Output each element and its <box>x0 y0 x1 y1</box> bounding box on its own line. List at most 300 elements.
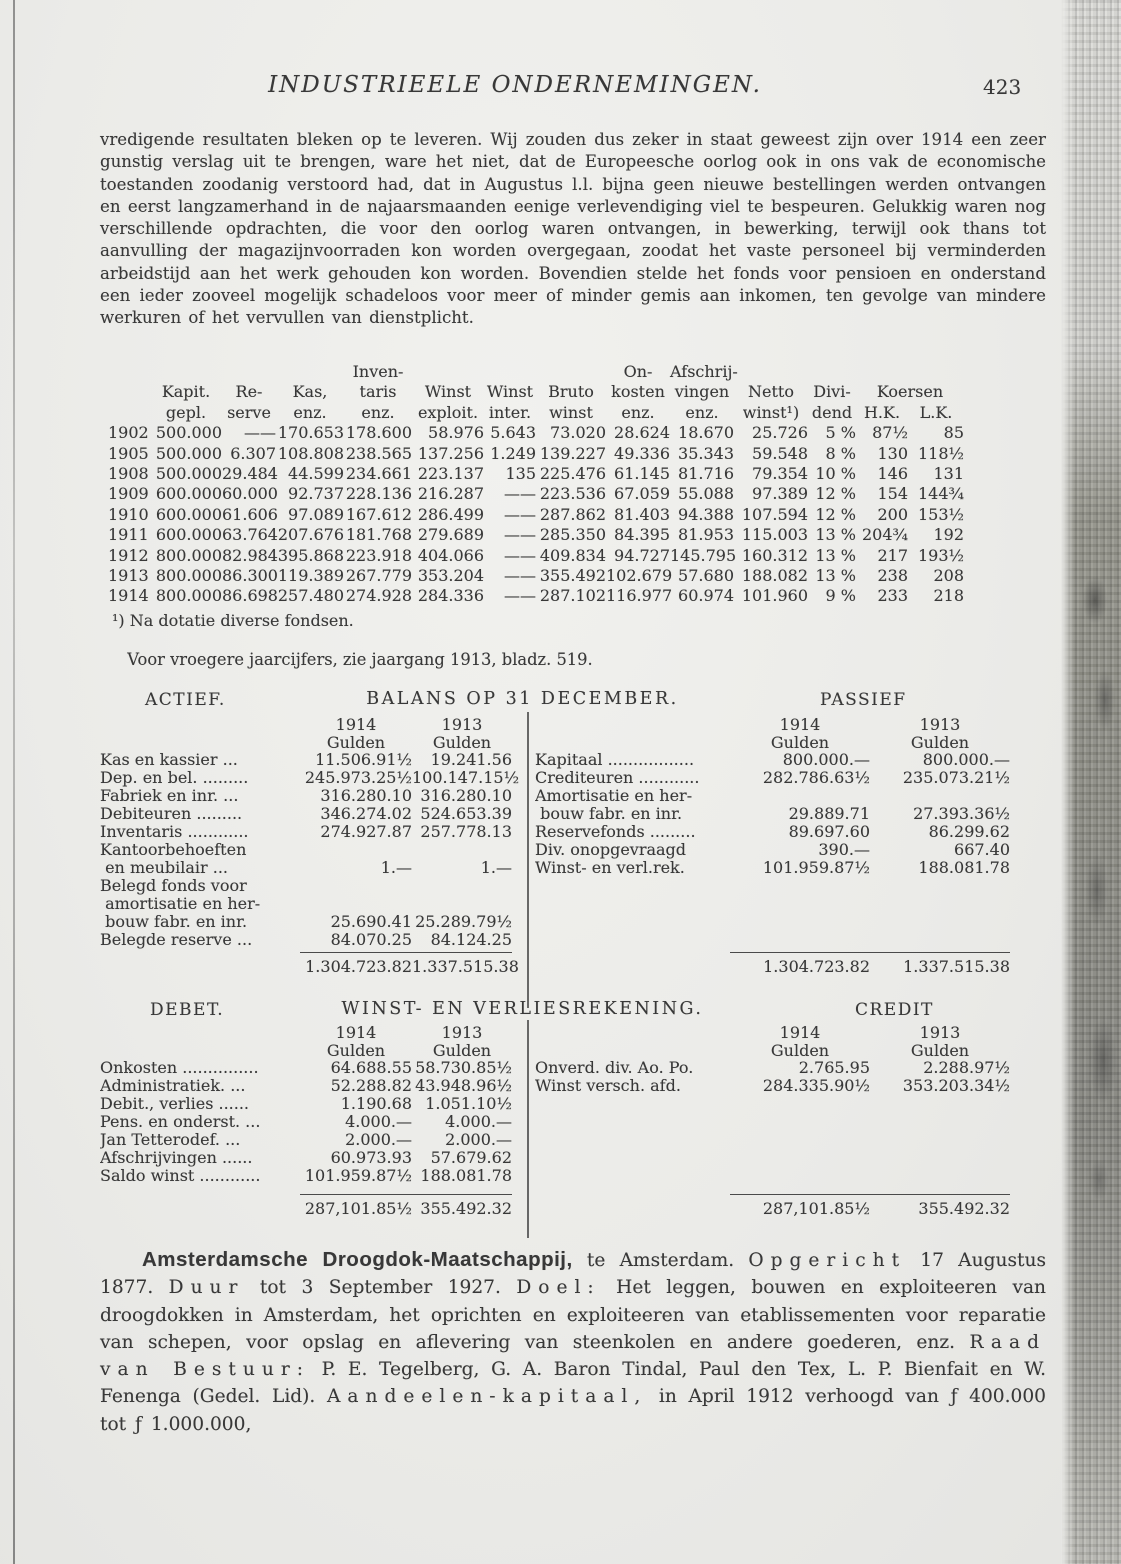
amount-1913: 84.124.25 <box>430 930 512 949</box>
cell: 28.624 <box>614 423 670 443</box>
year-col-1914: 1914 <box>335 1023 377 1042</box>
amount-1913: 25.289.79½ <box>415 912 512 931</box>
amount-1913: 316.280.10 <box>420 786 512 805</box>
passief-rows <box>535 751 1010 877</box>
cell: —— <box>244 423 276 443</box>
amount-1914: 2.765.95 <box>798 1058 870 1077</box>
account-label: Kas en kassier ... <box>100 751 238 769</box>
amount-1914: 89.697.60 <box>788 822 870 841</box>
amount-1914: 346.274.02 <box>320 804 412 823</box>
cell-year: 1910 <box>108 504 149 524</box>
account-label: Debit., verlies ...... <box>100 1095 250 1113</box>
account-label: Kantoorbehoeften <box>100 841 247 859</box>
account-label: Administratiek. ... <box>100 1077 246 1095</box>
amount-1914 <box>730 787 870 805</box>
cell: 500.000 <box>155 423 222 443</box>
unit-label: Gulden <box>326 732 386 752</box>
cell: 257.480 <box>277 586 344 606</box>
label-raad-van-bestuur: Raad van Bestuur: <box>100 1331 1046 1381</box>
table-row <box>104 586 964 606</box>
cell: 49.336 <box>614 443 670 463</box>
label-aandeelenkapitaal: Aandeelen-kapitaal, <box>326 1386 648 1408</box>
year-table-header <box>104 362 964 423</box>
col-header: On- <box>623 362 653 381</box>
amount-1913: 2.000.— <box>445 1130 512 1149</box>
amount-1913: 257.778.13 <box>420 822 512 841</box>
col-header: Kas, <box>292 382 328 402</box>
credit-total-row <box>535 1194 1010 1218</box>
cell: 1.249 <box>490 443 536 463</box>
balance-row <box>100 823 512 841</box>
cell-dividend: 13 % <box>815 525 856 545</box>
cell: 44.599 <box>288 464 344 484</box>
spacer <box>535 1194 730 1218</box>
year-header-row <box>100 1024 512 1042</box>
year-col-1913: 1913 <box>919 715 961 734</box>
account-label: Belegde reserve ... <box>100 931 253 949</box>
cell-koers-hk: 238 <box>877 566 908 586</box>
cell: 409.834 <box>539 545 606 565</box>
col-header: Inven- <box>352 362 404 381</box>
unit-label: Gulden <box>432 1040 492 1060</box>
amount-1913: 27.393.36½ <box>913 804 1010 823</box>
amount-1914: 60.973.93 <box>330 1148 412 1167</box>
total-1913: 1.337.515.38 <box>870 952 1010 976</box>
pl-row <box>100 1149 512 1167</box>
cell-koers-lk: 218 <box>933 586 964 606</box>
cell-dividend: 13 % <box>815 545 856 565</box>
cell: 600.000 <box>155 504 222 524</box>
amount-1913: 19.241.56 <box>430 750 512 769</box>
account-label: Onverd. div. Ao. Po. <box>535 1059 694 1077</box>
cell: 86.698 <box>222 586 278 606</box>
amount-1913: 188.081.78 <box>420 1166 512 1185</box>
amount-1914: 2.000.— <box>345 1130 412 1149</box>
table-row <box>104 444 964 464</box>
cell: 238.565 <box>345 443 412 463</box>
cell-koers-hk: 146 <box>877 464 908 484</box>
account-label: Pens. en onderst. ... <box>100 1113 261 1131</box>
header-row-3 <box>104 403 964 423</box>
cell-koers-hk: 217 <box>877 545 908 565</box>
amount-1914: 64.688.55 <box>330 1058 412 1077</box>
wv-debet-block <box>100 1024 512 1185</box>
cell: —— <box>504 545 536 565</box>
credit-rows <box>535 1059 1010 1095</box>
cell-koers-lk: 153½ <box>917 504 964 524</box>
company-city: te Amsterdam. <box>572 1250 749 1271</box>
amount-1913: 353.203.34½ <box>902 1076 1010 1095</box>
balance-row <box>100 841 512 859</box>
cell-koers-lk: 131 <box>933 464 964 484</box>
cell: 274.928 <box>345 586 412 606</box>
total-1914: 1.304.723.82 <box>300 952 412 976</box>
balance-row <box>100 913 512 931</box>
cell: 223.918 <box>345 545 412 565</box>
cell: 67.059 <box>614 484 670 504</box>
balance-row <box>535 823 1010 841</box>
balance-row <box>100 805 512 823</box>
cell: 216.287 <box>417 484 484 504</box>
account-label: Div. onopgevraagd <box>535 841 687 859</box>
unit-label: Gulden <box>326 1040 386 1060</box>
unit-label: Gulden <box>770 732 830 752</box>
board-members: P. E. Tegelberg, G. A. Baron Tindal, Paul den Tex, L. P. Bienfait en W. Fenenga (Gedel. Lid). <box>100 1359 1046 1408</box>
account-label: Jan Tetterodef. ... <box>100 1131 241 1149</box>
capital-text: in April 1912 verhoogd van ƒ 400.000 tot ƒ 1.000.000, <box>100 1386 1047 1435</box>
cell: —— <box>504 586 536 606</box>
cell: 170.653 <box>277 423 344 443</box>
balance-row <box>535 769 1010 787</box>
year-header-row <box>535 716 1010 734</box>
cell: 55.088 <box>678 484 734 504</box>
duration-text: tot 3 September 1927. <box>244 1277 517 1299</box>
cell: —— <box>504 504 536 524</box>
cell: 353.204 <box>417 566 484 586</box>
balance-row <box>535 805 1010 823</box>
cell: 115.003 <box>741 525 808 545</box>
col-header: Winst <box>486 382 534 402</box>
amount-1914: 52.288.82 <box>330 1076 412 1095</box>
cell: 63.764 <box>222 525 278 545</box>
amount-1914 <box>300 877 412 895</box>
amount-1914: 1.190.68 <box>340 1094 412 1113</box>
cell: 60.974 <box>678 586 734 606</box>
amount-1914: 11.506.91½ <box>315 750 412 769</box>
balance-row <box>535 841 1010 859</box>
balans-column-divider <box>527 712 529 1008</box>
table-row <box>104 566 964 586</box>
balans-title: BALANS OP 31 DECEMBER. <box>366 689 679 709</box>
cell: 94.388 <box>678 504 734 524</box>
account-label: Kapitaal ................. <box>535 751 695 769</box>
cell: 600.000 <box>155 525 222 545</box>
cell-dividend: 10 % <box>815 464 856 484</box>
account-label: Debiteuren ......... <box>100 805 243 823</box>
cell: 167.612 <box>345 504 412 524</box>
year-col-1914: 1914 <box>335 715 377 734</box>
table-row <box>104 484 964 504</box>
cell: 97.389 <box>752 484 808 504</box>
account-label: amortisatie en her- <box>100 895 261 913</box>
account-label: Afschrijvingen ...... <box>100 1149 253 1167</box>
col-header-spacer <box>412 362 606 382</box>
cell: 139.227 <box>539 443 606 463</box>
total-1913: 1.337.515.38 <box>412 952 512 976</box>
cell: 500.000 <box>155 443 222 463</box>
spacer <box>535 1042 730 1060</box>
cell: 500.000 <box>155 464 222 484</box>
amount-1913: 57.679.62 <box>430 1148 512 1167</box>
cell-dividend: 9 % <box>825 586 856 606</box>
amount-1913: 4.000.— <box>445 1112 512 1131</box>
cell-year: 1913 <box>108 566 149 586</box>
col-header: exploit. <box>417 402 479 422</box>
debet-rows <box>100 1059 512 1185</box>
spacer <box>100 1194 300 1218</box>
header-row-2 <box>104 382 964 402</box>
cell: 286.499 <box>417 504 484 524</box>
amount-1914: 101.959.87½ <box>304 1166 412 1185</box>
col-header: enz. <box>621 402 655 422</box>
cell-dividend: 12 % <box>815 504 856 524</box>
credit-heading: CREDIT <box>855 1000 934 1020</box>
total-1914: 1.304.723.82 <box>730 952 870 976</box>
amount-1913: 86.299.62 <box>928 822 1010 841</box>
cell: 86.300 <box>222 566 278 586</box>
balance-row <box>100 768 520 787</box>
table-row <box>104 505 964 525</box>
spacer <box>535 734 730 752</box>
cell: 59.548 <box>752 443 808 463</box>
amount-1913: 524.653.39 <box>420 804 512 823</box>
cell: 81.953 <box>678 525 734 545</box>
amount-1913: 800.000.— <box>922 750 1010 769</box>
year-col-1913: 1913 <box>441 1023 483 1042</box>
cell-koers-hk: 87½ <box>872 423 908 443</box>
account-label: Amortisatie en her- <box>535 787 693 805</box>
cell: 207.676 <box>277 525 344 545</box>
cell-year: 1908 <box>108 464 149 484</box>
col-header-spacer <box>104 403 150 423</box>
cell: 25.726 <box>752 423 808 443</box>
col-header: gepl. <box>165 402 207 422</box>
intro-paragraph: vredigende resultaten bleken op te leveren. Wij zouden dus zeker in staat geweest zijn over 1914 een zeer gunstig verslag uit te brengen, ware het niet, dat de Europeesche oorlog ook in ons vak de economische toestanden zoodanig verstoord had, dat in Augustus l.l. bijna geen nieuwe bestellingen werden ontvangen en eerst langzamerhand in de najaarsmaanden eenige verlevendiging viel te bespeuren. Gelukkig waren nog verschillende opdrachten, die voor den oorlog waren ontvangen, in bewerking, terwijl ook thans tot aanvulling der magazijnvoorraden kon worden overgegaan, zoodat het vaste personeel bij verminderden arbeidstijd aan het werk gehouden kon worden. Bovendien stelde het fonds voor pensioen en onderstand een ieder zooveel mogelijk schadeloos voor meer of minder gemis aan inkomen, ten gevolge van mindere werkuren of het vervullen van dienstplicht. <box>100 130 1046 327</box>
unit-header-row <box>535 1042 1010 1060</box>
col-header: Bruto <box>548 382 594 402</box>
unit-header-row <box>100 734 512 752</box>
cell-koers-hk: 204¾ <box>861 525 908 545</box>
cell: 600.000 <box>155 484 222 504</box>
cell: 61.606 <box>222 504 278 524</box>
col-header: enz. <box>685 402 719 422</box>
cell: 61.145 <box>614 464 670 484</box>
cell: —— <box>504 484 536 504</box>
col-header: Netto <box>748 382 794 402</box>
cell-koers-lk: 118½ <box>917 443 964 463</box>
actief-total-row <box>100 952 519 976</box>
debet-heading: DEBET. <box>150 1000 225 1020</box>
cell: 223.137 <box>417 464 484 484</box>
cell-koers-lk: 144¾ <box>917 484 964 504</box>
amount-1913 <box>412 841 512 859</box>
account-label: Onkosten ............... <box>100 1059 259 1077</box>
col-header: inter. <box>488 402 532 422</box>
cell: 287.862 <box>539 504 606 524</box>
cell: 188.082 <box>741 566 808 586</box>
spacer <box>100 952 300 976</box>
col-header: Re- <box>235 382 263 402</box>
unit-label: Gulden <box>910 1040 970 1060</box>
cell-year: 1905 <box>108 443 149 463</box>
amount-1914 <box>300 841 412 859</box>
actief-rows <box>100 750 520 949</box>
cell: 97.089 <box>288 504 344 524</box>
col-header: Kapit. <box>161 382 211 402</box>
cell: 101.960 <box>741 586 808 606</box>
account-label: bouw fabr. en inr. <box>535 805 683 823</box>
amount-1913: 43.948.96½ <box>415 1076 512 1095</box>
amount-1914: 4.000.— <box>345 1112 412 1131</box>
amount-1914 <box>300 895 412 913</box>
pl-row <box>100 1077 512 1095</box>
amount-1913 <box>412 895 512 913</box>
year-col-1913: 1913 <box>441 715 483 734</box>
year-col-1913: 1913 <box>919 1023 961 1042</box>
total-1914: 287,101.85½ <box>300 1194 412 1218</box>
balance-row <box>100 895 512 913</box>
col-header-koersen: Koersen <box>876 382 944 402</box>
unit-label: Gulden <box>432 732 492 752</box>
page-title: INDUSTRIEELE ONDERNEMINGEN. <box>268 72 762 98</box>
cell: 285.350 <box>539 525 606 545</box>
table-row <box>104 546 964 566</box>
cell: 81.403 <box>614 504 670 524</box>
cell: 228.136 <box>345 484 412 504</box>
col-header: Winst <box>424 382 472 402</box>
actief-heading: ACTIEF. <box>145 690 226 710</box>
amount-1914: 316.280.10 <box>320 786 412 805</box>
col-header-spacer <box>734 362 964 382</box>
spacer <box>100 1024 300 1042</box>
purpose-text: Het leggen, bouwen en exploiteeren van droogdokken in Amsterdam, het oprichten en exploiteeren van etablissementen voor reparatie van schepen, voor opslag en aflevering van steenkolen en andere goederen, enz. <box>100 1277 1047 1353</box>
pl-row <box>100 1059 512 1077</box>
pl-row <box>100 1113 512 1131</box>
cell-dividend: 12 % <box>815 484 856 504</box>
cell: 284.336 <box>417 586 484 606</box>
amount-1914: 1.— <box>380 858 412 877</box>
spacer <box>535 716 730 734</box>
account-label: en meubilair ... <box>100 859 229 877</box>
amount-1913: 100.147.15½ <box>412 768 520 787</box>
cell: 404.066 <box>417 545 484 565</box>
spacer <box>100 716 300 734</box>
cell: 800.000 <box>155 566 222 586</box>
cell: 160.312 <box>741 545 808 565</box>
col-header: serve <box>227 402 271 422</box>
cell-koers-lk: 85 <box>943 423 964 443</box>
amount-1913 <box>870 787 1010 805</box>
cell: 137.256 <box>417 443 484 463</box>
wv-credit-block <box>535 1024 1010 1095</box>
balance-row <box>100 877 512 895</box>
wv-title: WINST- EN VERLIESREKENING. <box>341 999 704 1019</box>
account-label: Inventaris ............ <box>100 823 249 841</box>
amount-1913: 188.081.78 <box>918 858 1010 877</box>
wv-column-divider <box>527 1020 529 1238</box>
cell: 35.343 <box>678 443 734 463</box>
cell: 181.768 <box>345 525 412 545</box>
label-opgericht: Opgericht <box>748 1250 907 1271</box>
cell-dividend: 8 % <box>825 443 856 463</box>
amount-1913: 667.40 <box>954 840 1010 859</box>
cell: 92.737 <box>288 484 344 504</box>
amount-1914: 245.973.25½ <box>304 768 412 787</box>
pl-row <box>535 1077 1010 1095</box>
cell: 107.594 <box>741 504 808 524</box>
amount-1914: 390.— <box>818 840 870 859</box>
total-1913: 355.492.32 <box>870 1194 1010 1218</box>
cell: —— <box>504 566 536 586</box>
pl-row <box>100 1131 512 1149</box>
year-header-row <box>100 716 512 734</box>
cell-koers-lk: 192 <box>933 525 964 545</box>
spacer <box>100 734 300 752</box>
cell: 57.680 <box>678 566 734 586</box>
company-paragraph <box>100 1246 1046 1438</box>
col-header: L.K. <box>919 402 953 422</box>
founding-date: 17 Augustus 1877. <box>100 1250 1046 1299</box>
company-name: Amsterdamsche Droogdok-Maatschappij, <box>142 1248 573 1271</box>
table-row <box>104 525 964 545</box>
cell: 800.000 <box>155 586 222 606</box>
year-table-body <box>104 423 964 607</box>
col-header: Divi- <box>813 382 851 402</box>
cell: 102.679 <box>606 566 673 586</box>
cell-year: 1902 <box>108 423 149 443</box>
unit-header-row <box>100 1042 512 1060</box>
cell: 287.102 <box>539 586 606 606</box>
table-row <box>104 464 964 484</box>
total-1914: 287,101.85½ <box>730 1194 870 1218</box>
cell: 94.727 <box>614 545 670 565</box>
balance-row <box>100 751 512 769</box>
cell: 119.389 <box>277 566 344 586</box>
cell: 355.492 <box>539 566 606 586</box>
col-header: Afschrij- <box>670 362 738 381</box>
account-label: bouw fabr. en inr. <box>100 913 248 931</box>
cell: 800.000 <box>155 545 222 565</box>
account-label: Winst versch. afd. <box>535 1077 681 1095</box>
col-header: winst¹) <box>742 402 800 422</box>
balance-row <box>535 751 1010 769</box>
amount-1913: 1.051.10½ <box>425 1094 512 1113</box>
amount-1913: 2.288.97½ <box>923 1058 1010 1077</box>
cell: 73.020 <box>550 423 606 443</box>
balance-row <box>535 859 1010 877</box>
cell: 395.868 <box>277 545 344 565</box>
col-header: enz. <box>293 402 327 422</box>
table-row <box>104 423 964 443</box>
account-label: Dep. en bel. ......... <box>100 769 249 787</box>
account-label: Winst- en verl.rek. <box>535 859 685 877</box>
year-header-row <box>535 1024 1010 1042</box>
header-row-1 <box>104 362 964 382</box>
col-header: kosten <box>611 382 665 402</box>
pl-row <box>100 1167 512 1185</box>
col-header-spacer <box>104 362 344 382</box>
cell: 234.661 <box>345 464 412 484</box>
col-header: vingen <box>674 382 730 402</box>
book-fore-edge <box>1061 0 1121 1564</box>
account-label: Reservefonds ......... <box>535 823 696 841</box>
balans-passief-block <box>535 716 1010 877</box>
page-number: 423 <box>983 75 1022 99</box>
pl-row <box>535 1059 1010 1077</box>
table-footnote: ¹) Na dotatie diverse fondsen. <box>112 611 354 630</box>
cell: 279.689 <box>417 525 484 545</box>
cell-year: 1909 <box>108 484 149 504</box>
account-label: Belegd fonds voor <box>100 877 247 895</box>
cell: 116.977 <box>606 586 673 606</box>
cell: 58.976 <box>428 423 484 443</box>
cell: 81.716 <box>678 464 734 484</box>
cell: —— <box>504 525 536 545</box>
cell-year: 1912 <box>108 545 149 565</box>
account-label: Fabriek en inr. ... <box>100 787 239 805</box>
label-doel: Doel: <box>516 1277 601 1299</box>
balans-actief-block <box>100 715 520 949</box>
